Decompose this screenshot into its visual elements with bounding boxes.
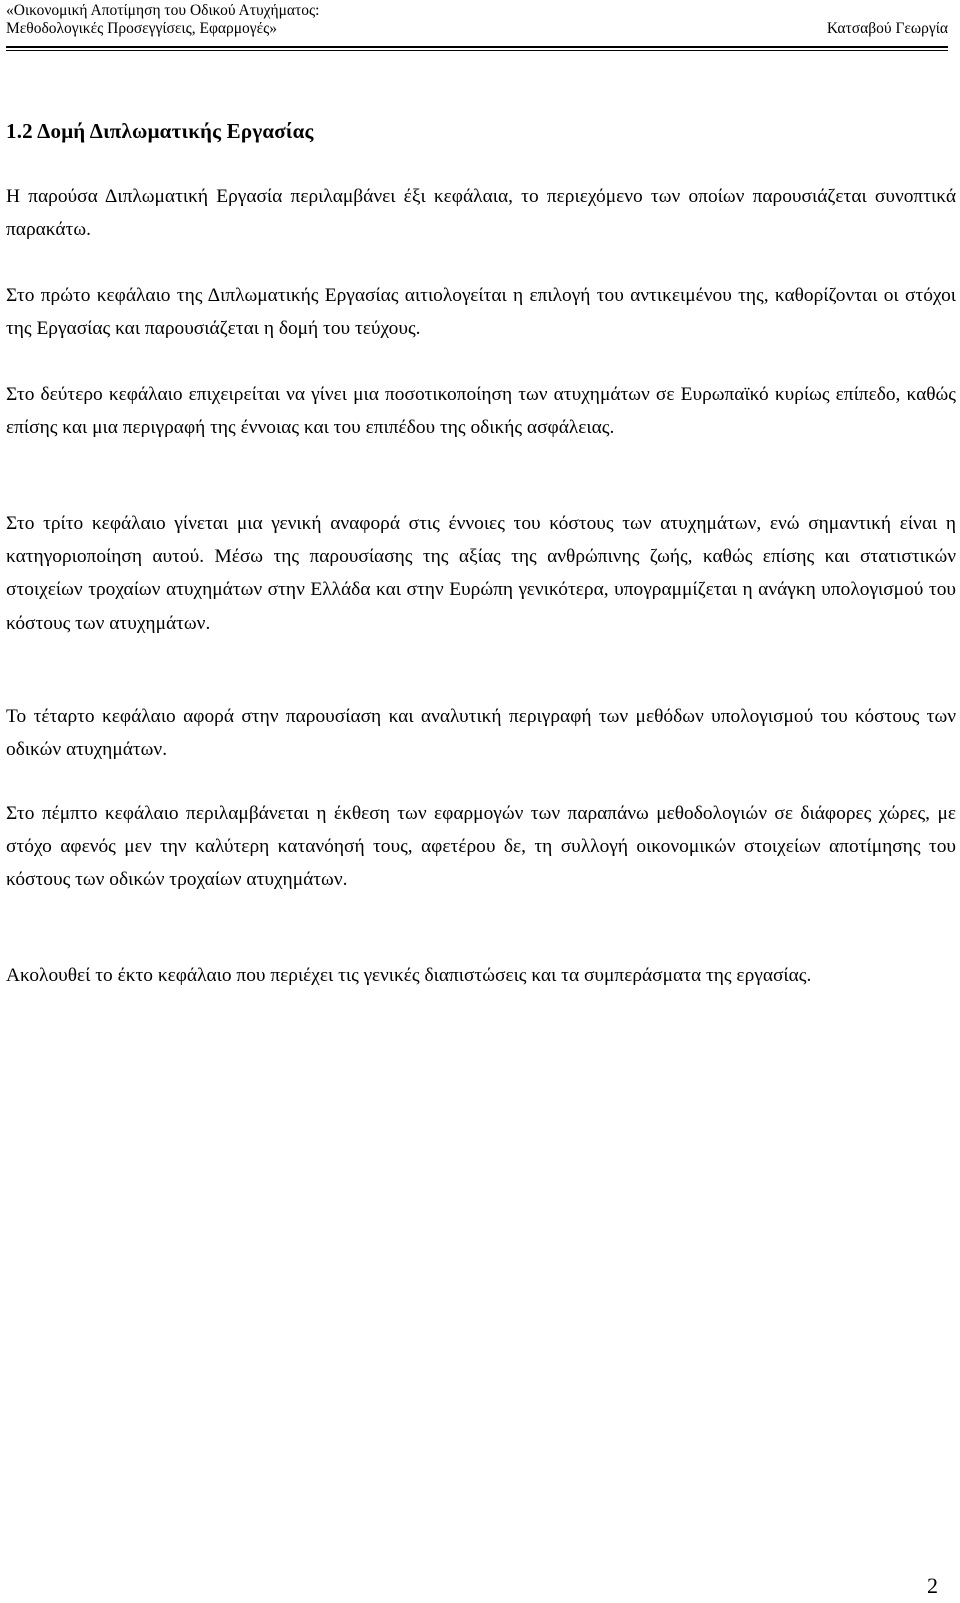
paragraph-chapter-6: Ακολουθεί το έκτο κεφάλαιο που περιέχει τις γενικές διαπιστώσεις και τα συμπεράσματα της εργασίας. <box>6 965 812 986</box>
document-title-line-2: Μεθοδολογικές Προσεγγίσεις, Εφαρμογές» <box>6 20 278 37</box>
paragraph-chapter-1: Στο πρώτο κεφάλαιο της Διπλωματικής Εργασίας αιτιολογείται η επιλογή του αντικειμένου της, καθορίζονται οι στόχοι της Εργασίας και παρουσιάζεται η δομή του τεύχους. <box>6 285 956 340</box>
paragraph-chapter-4: Το τέταρτο κεφάλαιο αφορά στην παρουσίαση και αναλυτική περιγραφή των μεθόδων υπολογισμού του κόστους των οδικών ατυχημάτων. <box>6 706 956 761</box>
header-divider-thin <box>6 50 948 51</box>
header-divider-thick <box>6 46 948 48</box>
paragraph-chapter-5: Στο πέμπτο κεφάλαιο περιλαμβάνεται η έκθεση των εφαρμογών των παραπάνω μεθοδολογιών σε διάφορες χώρες, με στόχο αφενός μεν την καλύτερη κατανόησή τους, αφετέρου δε, τη συλλογή οικονομικών στοιχείων αποτίμησης του κόστους των οδικών τροχαίων ατυχημάτων. <box>6 803 956 891</box>
page-number: 2 <box>927 1573 938 1598</box>
section-heading: 1.2 Δομή Διπλωματικής Εργασίας <box>6 119 314 143</box>
paragraph-chapter-2: Στο δεύτερο κεφάλαιο επιχειρείται να γίνει μια ποσοτικοποίηση των ατυχημάτων σε Ευρωπαϊκό κυρίως επίπεδο, καθώς επίσης και μια περιγραφή της έννοιας και του επιπέδου της οδικής ασφάλειας. <box>6 384 956 439</box>
paragraph-intro: Η παρούσα Διπλωματική Εργασία περιλαμβάνει έξι κεφάλαια, το περιεχόμενο των οποίων παρουσιάζεται συνοπτικά παρακάτω. <box>6 186 956 241</box>
paragraph-chapter-3: Στο τρίτο κεφάλαιο γίνεται μια γενική αναφορά στις έννοιες του κόστους των ατυχημάτων, ενώ σημαντική είναι η κατηγοριοποίηση αυτού. Μέσω της παρουσίασης της αξίας της ανθρώπινης ζωής, καθώς επίσης και στατιστικών στοιχείων τροχαίων ατυχημάτων στην Ελλάδα και στην Ευρώπη γενικότερα, υπογραμμίζεται η ανάγκη υπολογισμού του κόστους των ατυχημάτων. <box>6 513 956 634</box>
author-name: Κατσαβού Γεωργία <box>826 20 948 37</box>
document-title-line-1: «Οικονομική Αποτίμηση του Οδικού Ατυχήματος: <box>6 2 320 19</box>
page-header <box>6 2 948 42</box>
document-title <box>6 2 319 38</box>
